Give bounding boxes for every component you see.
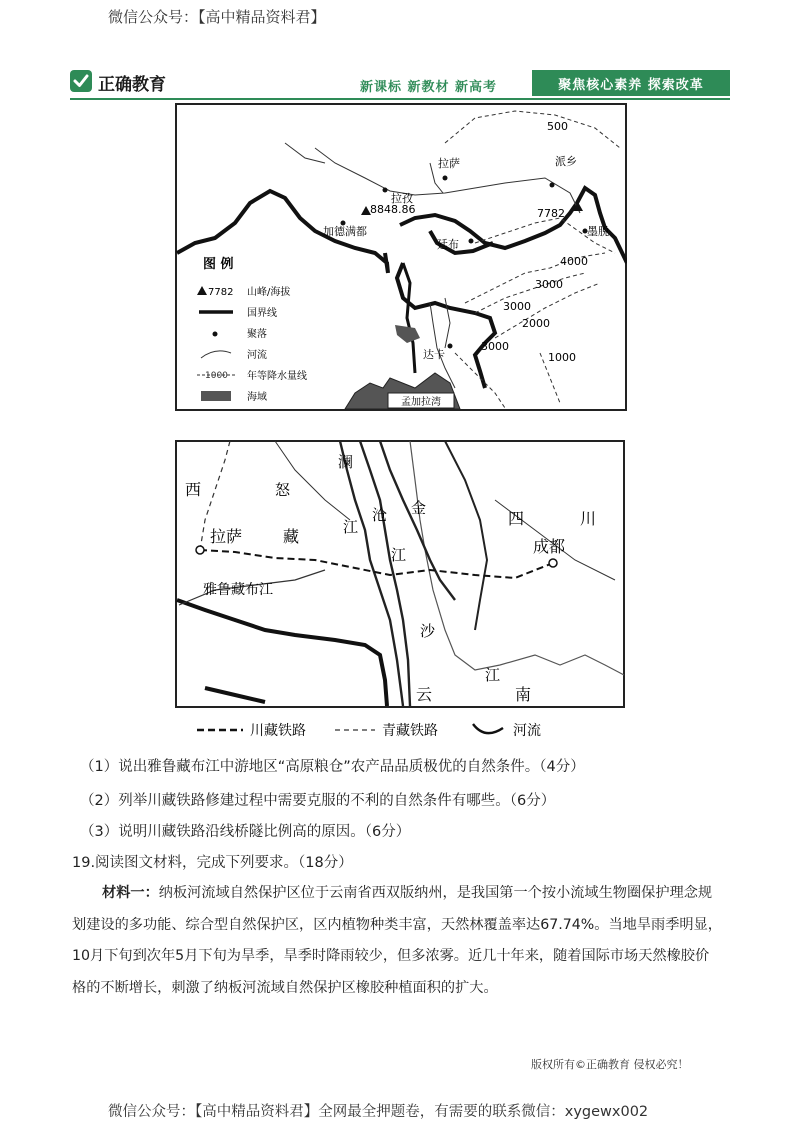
label-sha: 沙 [420, 622, 436, 640]
label-jiang2: 江 [391, 546, 407, 564]
material-label: 材料一： [102, 885, 159, 901]
isoline-label: 500 [547, 120, 568, 133]
legend-river-icon [473, 724, 503, 733]
question-2: （2）列举川藏铁路修建过程中需要克服的不利的自然条件有哪些。（6分） [80, 793, 556, 809]
railway-map [175, 440, 625, 708]
legend-title: 图 例 [203, 257, 234, 272]
question-3: （3）说明川藏铁路沿线桥隧比例高的原因。（6分） [80, 824, 411, 840]
legend-border: 国界线 [247, 308, 277, 319]
legend-sea: 海域 [247, 392, 267, 403]
legend-isoline: 年等降水量线 [247, 371, 307, 382]
place-tingbu: 廷布 [437, 238, 459, 251]
page-header [70, 68, 730, 102]
legend-chuanzang: 川藏铁路 [250, 723, 306, 739]
place-paixiang: 派乡 [555, 155, 577, 168]
namcha-height: 7782 [537, 207, 565, 220]
isoline-label: 3000 [503, 300, 531, 313]
legend-isoline-value: 1000 [205, 371, 228, 381]
bay-label: 孟加拉湾 [401, 397, 441, 408]
settlement-dot [469, 239, 474, 244]
slogan-left: 新课标 新教材 新高考 [360, 80, 498, 95]
label-yarlung: 雅鲁藏布江 [203, 582, 273, 598]
question-1: （1）说出雅鲁藏布江中游地区“高原粮仓”农产品品质极优的自然条件。（4分） [80, 759, 585, 775]
bottom-banner: 微信公众号：【高中精品资料君】全网最全押题卷，有需要的联系微信：xygewx002 [108, 1104, 649, 1120]
label-chuan: 川 [580, 509, 597, 528]
label-zang: 藏 [283, 527, 300, 546]
legend-river: 河流 [247, 350, 267, 361]
place-dhaka: 达卡 [423, 348, 445, 361]
settlement-dot [383, 188, 388, 193]
label-jin: 金 [411, 499, 427, 517]
brand-name: 正确教育 [98, 75, 166, 95]
settlement-dot [448, 344, 453, 349]
legend-peak-value: 7782 [208, 287, 234, 298]
top-banner: 微信公众号：【高中精品资料君】 [108, 8, 326, 26]
copyright: 版权所有©正确教育 侵权必究！ [531, 1058, 689, 1071]
label-lan: 澜 [338, 453, 354, 471]
label-chengdu: 成都 [533, 537, 566, 556]
checkmark-logo-icon [70, 70, 92, 92]
isoline-label: 3000 [535, 278, 563, 291]
isoline-label: 3000 [481, 340, 509, 353]
legend-settlement-icon [213, 332, 218, 337]
slogan-right: 聚焦核心素养 探索改革 [532, 70, 730, 96]
label-xi: 西 [185, 480, 202, 499]
label-yun: 云 [416, 685, 433, 704]
everest-height: 8848.86 [370, 203, 416, 216]
material-one [72, 878, 722, 1004]
legend-peak: 山峰/海拔 [247, 287, 291, 298]
legend-river: 河流 [513, 723, 541, 739]
lasa-marker [196, 546, 204, 554]
label-jiang1: 江 [343, 518, 359, 536]
isoline-label: 4000 [560, 255, 588, 268]
material-text: 纳板河流域自然保护区位于云南省西双版纳州，是我国第一个按小流域生物圈保护理念规划建设的多功能、综合型自然保护区，区内植物种类丰富，天然林覆盖率达67.74%。当地旱雨季明显，10月下旬到次年5月下旬为旱季，旱季时降雨较少，但多浓雾。近几十年来，随着国际市场天然橡胶价格的不断增长，刺激了纳板河流域自然保护区橡胶种植面积的扩大。 [72, 885, 722, 996]
place-kathmandu: 加德满都 [323, 225, 367, 238]
label-cang: 沧 [372, 506, 388, 524]
chengdu-marker [549, 559, 557, 567]
label-nan: 南 [515, 685, 532, 704]
settlement-dot [550, 183, 555, 188]
isoline-label: 1000 [548, 351, 576, 364]
place-lazi: 拉孜 [391, 192, 413, 205]
legend-settlement: 聚落 [247, 329, 267, 340]
railway-map-legend [175, 718, 625, 742]
label-nu: 怒 [275, 481, 291, 499]
label-lasa: 拉萨 [210, 527, 243, 546]
settlement-dot [443, 176, 448, 181]
legend-qingzang: 青藏铁路 [382, 723, 438, 739]
label-jiang3: 江 [485, 666, 501, 684]
himalaya-precipitation-map [175, 103, 627, 411]
isoline-label: 2000 [522, 317, 550, 330]
question-19-prompt: 19.阅读图文材料，完成下列要求。（18分） [72, 855, 353, 871]
legend-sea-icon [201, 391, 231, 401]
place-motuo: 墨脱 [587, 225, 609, 238]
place-lasa: 拉萨 [438, 157, 460, 170]
label-si: 四 [508, 509, 525, 528]
header-divider [70, 98, 730, 100]
